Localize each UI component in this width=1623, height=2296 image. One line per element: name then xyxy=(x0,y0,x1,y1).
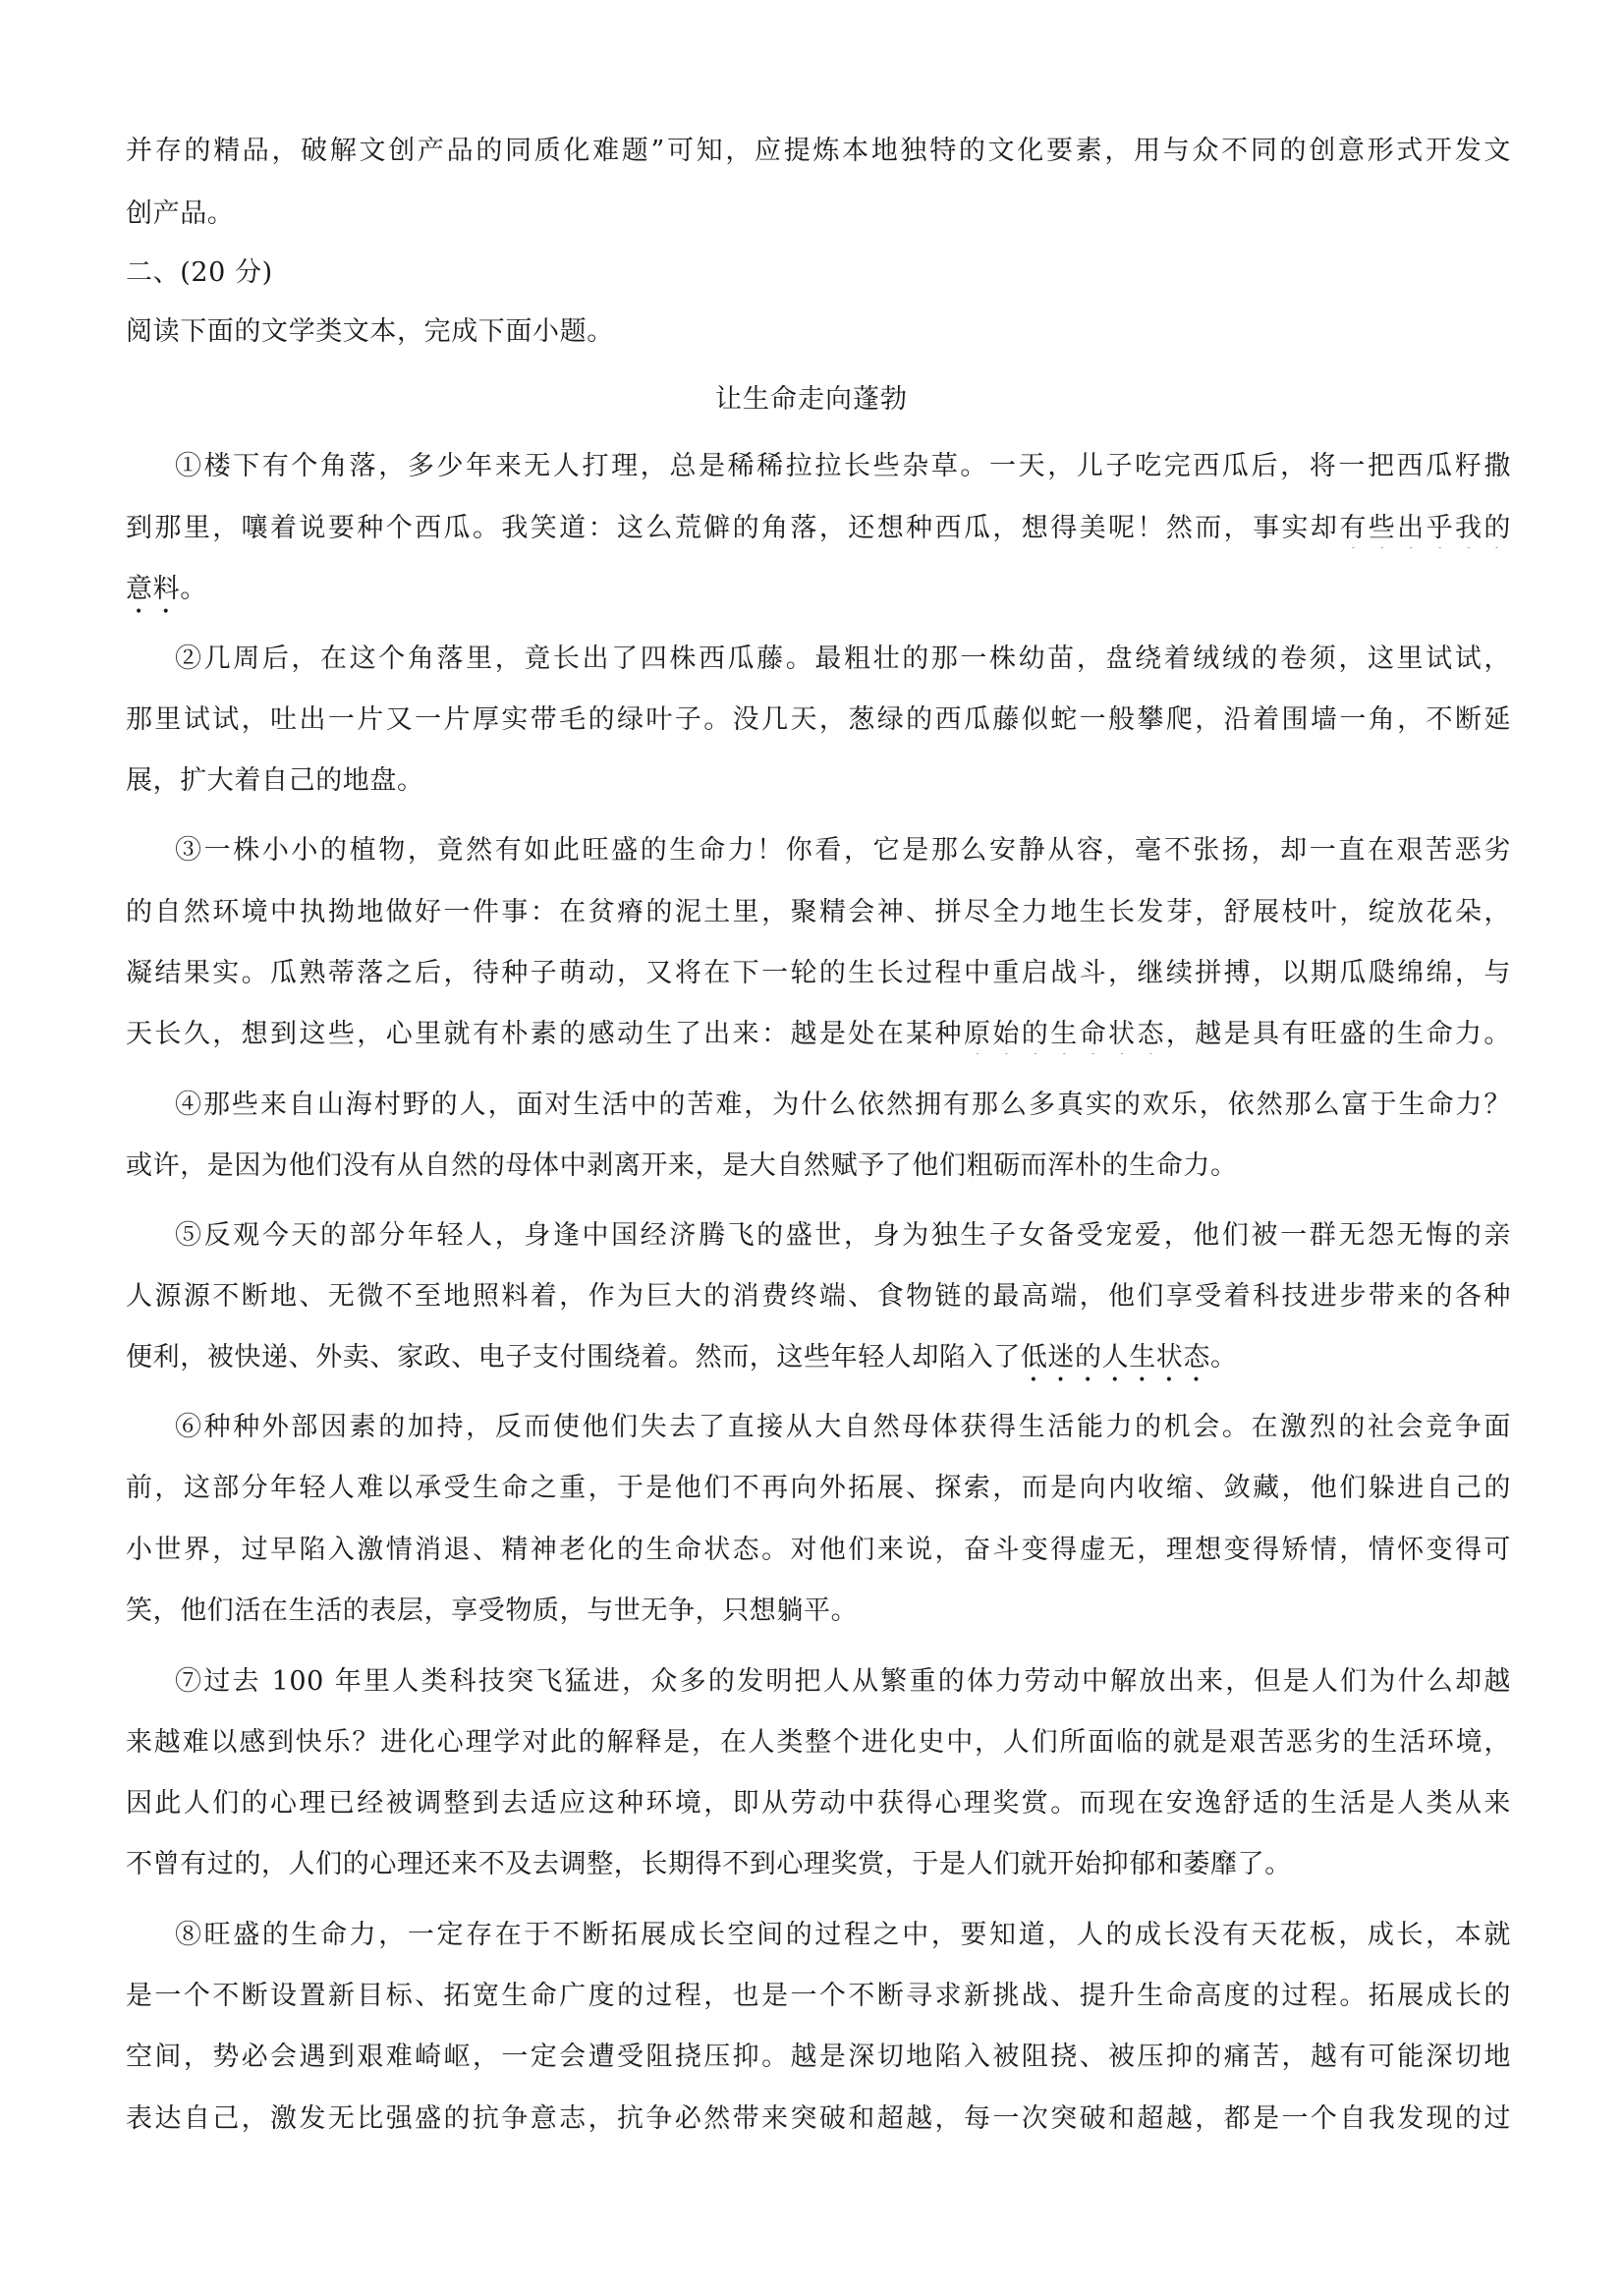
article-title: 让生命走向蓬勃 xyxy=(715,384,908,415)
p6-line-2: 前，这部分年轻人难以承受生命之重，于是他们不再向外拓展、探索，而是向内收缩、敛藏，他们躲进自己的 xyxy=(126,1473,1511,1503)
p2-line-2: 那里试试，吐出一片又一片厚实带毛的绿叶子。没几天，葱绿的西瓜藤似蛇一般攀爬，沿着围墙一角，不断延 xyxy=(126,704,1511,735)
p3-line-2: 的自然环境中执拗地做好一件事：在贫瘠的泥土里，聚精会神、拼尽全力地生长发芽，舒展枝叶，绽放花朵， xyxy=(126,897,1511,927)
p6-line-4: 笑，他们活在生活的表层，享受物质，与世无争，只想躺平。 xyxy=(126,1596,859,1626)
p3-line-4-text: 天长久，想到这些，心里就有朴素的感动生了出来：越是处在某种 xyxy=(126,1019,964,1049)
p7-line-4: 不曾有过的，人们的心理还来不及去调整，长期得不到心理奖赏，于是人们就开始抑郁和萎靡了。 xyxy=(126,1849,1292,1879)
p5-emphasis: 低迷的人生状态 xyxy=(1020,1342,1211,1372)
p3-line-3: 凝结果实。瓜熟蒂落之后，待种子萌动，又将在下一轮的生长过程中重启战斗，继续拼搏，以期瓜瓞绵绵，与 xyxy=(126,958,1511,988)
p1-line-1: ①楼下有个角落，多少年来无人打理，总是稀稀拉拉长些杂草。一天，儿子吃完西瓜后，将一把西瓜籽撒 xyxy=(175,451,1511,481)
p3-line-4 xyxy=(126,1015,1511,1054)
p1-line-3-end: 。 xyxy=(180,574,207,604)
p6-line-1: ⑥种种外部因素的加持，反而使他们失去了直接从大自然母体获得生活能力的机会。在激烈的社会竞争面 xyxy=(175,1412,1511,1442)
intro-line-2: 创产品。 xyxy=(126,198,235,229)
p8-line-4: 表达自己，激发无比强盛的抗争意志，抗争必然带来突破和超越，每一次突破和超越，都是一个自我发现的过 xyxy=(126,2103,1511,2134)
p1-line-3 xyxy=(126,570,1511,620)
p2-line-3: 展，扩大着自己的地盘。 xyxy=(126,765,424,796)
p7-line-2: 来越难以感到快乐？进化心理学对此的解释是，在人类整个进化史中，人们所面临的就是艰苦恶劣的生活环境， xyxy=(126,1727,1511,1758)
p3-line-1: ③一株小小的植物，竟然有如此旺盛的生命力！你看，它是那么安静从容，毫不张扬，却一直在艰苦恶劣 xyxy=(175,835,1511,866)
p1-line-2 xyxy=(126,509,1511,548)
section-heading: 二、(20 分) xyxy=(126,257,273,288)
p5-line-3 xyxy=(126,1338,1511,1388)
p8-line-1: ⑧旺盛的生命力，一定存在于不断拓展成长空间的过程之中，要知道，人的成长没有天花板，成长，本就 xyxy=(175,1920,1511,1950)
p8-line-2: 是一个不断设置新目标、拓宽生命广度的过程，也是一个不断寻求新挑战、提升生命高度的过程。拓展成长的 xyxy=(126,1981,1511,2011)
intro-line-1: 并存的精品，破解文创产品的同质化难题”可知，应提炼本地独特的文化要素，用与众不同的创意形式开发文 xyxy=(126,136,1511,166)
p8-line-3: 空间，势必会遇到艰难崎岖，一定会遭受阻挠压抑。越是深切地陷入被阻挠、被压抑的痛苦，越有可能深切地 xyxy=(126,2042,1511,2072)
p4-line-2: 或许，是因为他们没有从自然的母体中剥离开来，是大自然赋予了他们粗砺而浑朴的生命力。 xyxy=(126,1150,1238,1181)
p5-line-1: ⑤反观今天的部分年轻人，身逢中国经济腾飞的盛世，身为独生子女备受宠爱，他们被一群无怨无悔的亲 xyxy=(175,1220,1511,1251)
p5-line-2: 人源源不断地、无微不至地照料着，作为巨大的消费终端、食物链的最高端，他们享受着科技进步带来的各种 xyxy=(126,1281,1511,1312)
p5-line-3-end: 。 xyxy=(1210,1342,1238,1372)
p5-line-3-text: 便利，被快递、外卖、家政、电子支付围绕着。然而，这些年轻人却陷入了 xyxy=(126,1342,1021,1372)
p7-line-1: ⑦过去 100 年里人类科技突飞猛进，众多的发明把人从繁重的体力劳动中解放出来，但是人们为什么却越 xyxy=(175,1666,1511,1697)
p6-line-3: 小世界，过早陷入激情消退、精神老化的生命状态。对他们来说，奋斗变得虚无，理想变得矫情，情怀变得可 xyxy=(126,1535,1511,1565)
p1-line-2-text: 到那里，嚷着说要种个西瓜。我笑道：这么荒僻的角落，还想种西瓜，想得美呢！然而，事实却 xyxy=(126,513,1340,543)
section-instruction: 阅读下面的文学类文本，完成下面小题。 xyxy=(126,316,614,347)
p3-line-4-end: ，越是具有旺盛的生命力。 xyxy=(1165,1019,1511,1049)
p1-emphasis-2: 意料 xyxy=(126,574,181,604)
p2-line-1: ②几周后，在这个角落里，竟长出了四株西瓜藤。最粗壮的那一株幼苗，盘绕着绒绒的卷须，这里试试， xyxy=(175,644,1511,674)
p4-line-1: ④那些来自山海村野的人，面对生活中的苦难，为什么依然拥有那么多真实的欢乐，依然那么富于生命力？ xyxy=(175,1090,1511,1120)
p3-emphasis: 原始的生命状态 xyxy=(963,1019,1166,1049)
p7-line-3: 因此人们的心理已经被调整到去适应这种环境，即从劳动中获得心理奖赏。而现在安逸舒适的生活是人类从来 xyxy=(126,1788,1511,1819)
p1-emphasis-1: 有些出乎我的 xyxy=(1339,513,1511,543)
